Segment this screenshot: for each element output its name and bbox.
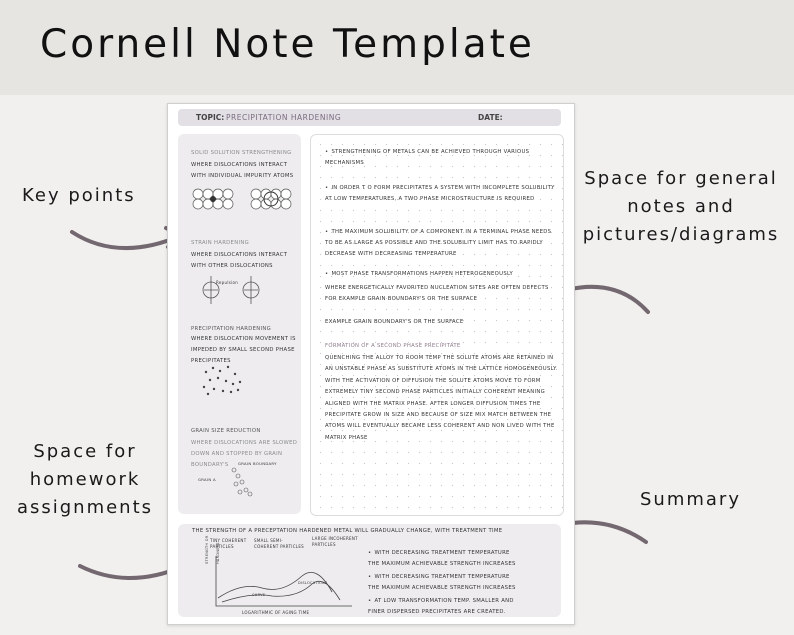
graph-curve-label-1: CURVE [252, 593, 266, 597]
cue-precip-title: PRECIPITATION HARDENING [191, 326, 272, 332]
repulsion-label: Repulsion [216, 280, 239, 285]
graph-xlabel: LOGARITHMIC OF AGING TIME [242, 610, 310, 615]
note-1: • STRENGTHENING OF METALS CAN BE ACHIEVED THROUGH VARIOUS MECHANISMS [325, 147, 559, 169]
graph-label-2: SMALL SEMI-COHERENT PARTICLES [254, 538, 304, 549]
summary-bullet-2: • WITH DECREASING TREATMENT TEMPERATURE THE MAXIMUM ACHIEVABLE STRENGTH INCREASES [368, 572, 518, 594]
topic-value: PRECIPITATION HARDENING [226, 113, 342, 122]
summary-bullet-3: • AT LOW TRANSFORMATION TEMP. SMALLER AND FINER DISPERSED PRECIPITATES ARE CREATED. [368, 596, 518, 618]
key-points-text: Key points [22, 185, 136, 206]
cue-column [178, 134, 301, 514]
impurity-atoms-figure [188, 184, 298, 220]
note-5: WHERE ENERGETICALLY FAVORITED NUCLEATION SITES ARE OFTEN DEFECTS FOR EXAMPLE GRAIN BOUNDARY'S OR THE SURFACE [325, 285, 549, 302]
precipitates-figure [198, 362, 248, 400]
cue-strain-desc: WHERE DISLOCATIONS INTERACT WITH OTHER DISLOCATIONS [191, 252, 288, 269]
general-notes-line1: Space for general [584, 168, 778, 189]
graph-label-1: TINY COHERENT PARTICLES [210, 538, 247, 549]
summary-headline: THE STRENGTH OF A PRECEPTATION HARDENED METAL WILL GRADUALLY CHANGE, WITH TREATMENT TIME [192, 528, 503, 534]
topic-bar [178, 109, 561, 126]
general-notes-line3: pictures/diagrams [582, 224, 780, 245]
cue-strain-title: STRAIN HARDENING [191, 240, 249, 246]
general-notes-line2: notes and [627, 196, 735, 217]
topic-label: TOPIC: [196, 113, 225, 122]
graph-curve-label-2: DISLOCATIONS [298, 581, 328, 585]
note-7-title: FORMATION OF A SECOND PHASE PRECIPITATE [325, 343, 461, 349]
cue-grain-desc: WHERE DISLOCATIONS ARE SLOWED DOWN AND STOPPED BY GRAIN BOUNDARY'S [191, 440, 298, 468]
cue-solid-title: SOLID SOLUTION STRENGTHENING [191, 150, 292, 156]
note-7-body: QUENCHING THE ALLOY TO ROOM TEMP THE SOLUTE ATOMS ARE RETAINED IN AN UNSTABLE PHASE AS SUBSTITUTE ATOMS IN THE LATTICE HOMOGENEOUSLY. WITH THE ACTIVATION OF DIFFUSION THE SOLUTE ATOMS MOVE TO FORM EXTREMELY TINY SECOND PHASE PARTICLES INITIALLY COHERENT MEANING ALIGNED WITH THE MATRIX PHASE. AFTER LONGER DIFFUSION TIMES THE PRECIPITATE GROW IN SIZE AND BECAUSE OF SIZE MIX MATCH BETWEEN THE ATOMS WILL EVENTUALLY BECAME LESS COHERENT AND NON LIVED WITH THE MATRIX PHASE [325, 355, 558, 441]
note-3: • THE MAXIMUM SOLUBILITY OF A COMPONENT IN A TERMINAL PHASE NEEDS TO BE AS LARGE AS POSSIBLE AND THE SOLUBILITY LIMIT HAS TO RAPIDLY DECREASE WITH DECREASING TEMPERATURE [325, 227, 559, 260]
graph-label-3: LARGE INCOHERENT PARTICLES [312, 536, 358, 547]
summary-bullet-1: • WITH DECREASING TREATMENT TEMPERATURE THE MAXIMUM ACHIEVABLE STRENGTH INCREASES [368, 548, 518, 570]
summary-text: Summary [640, 489, 741, 510]
graph-ylabel: STRENGTH OR HARDNESS [205, 535, 220, 564]
cue-precip-desc: WHERE DISLOCATION MOVEMENT IS IMPEDED BY SMALL SECOND PHASE PRECIPITATES [191, 336, 296, 364]
date-label: DATE: [478, 113, 503, 122]
cue-solid-desc: WHERE DISLOCATIONS INTERACT WITH INDIVIDUAL IMPURITY ATOMS [191, 162, 294, 179]
grain-boundary-figure [228, 464, 258, 500]
homework-line2: homework [29, 469, 141, 490]
grain-a-label: GRAIN A [198, 477, 216, 482]
strength-vs-time-graph [202, 554, 362, 614]
note-4-emphasis: HETEROGENEOUSLY [455, 271, 514, 277]
note-6: EXAMPLE GRAIN BOUNDARY'S OR THE SURFACE [325, 319, 464, 325]
grain-boundary-label: GRAIN BOUNDARY [238, 461, 277, 466]
key-points-arrow [72, 232, 180, 248]
page-title: Cornell Note Template [40, 22, 535, 67]
cue-grain-title: GRAIN SIZE REDUCTION [191, 428, 261, 434]
note-4-lead: • MOST PHASE TRANSFORMATIONS HAPPEN [325, 271, 453, 277]
cornell-note-sheet [167, 103, 575, 625]
note-2: • IN ORDER T O FORM PRECIPITATES A SYSTEM WITH INCOMPLETE SOLUBILITY AT LOW TEMPERATURES, A TWO PHASE MICROSTRUCTURE IS REQUIRED [325, 183, 559, 205]
homework-line3: assignments [16, 497, 154, 518]
notes-column [310, 134, 564, 516]
note-4 [325, 269, 559, 280]
homework-line1: Space for [33, 441, 137, 462]
summary-section [178, 524, 561, 617]
